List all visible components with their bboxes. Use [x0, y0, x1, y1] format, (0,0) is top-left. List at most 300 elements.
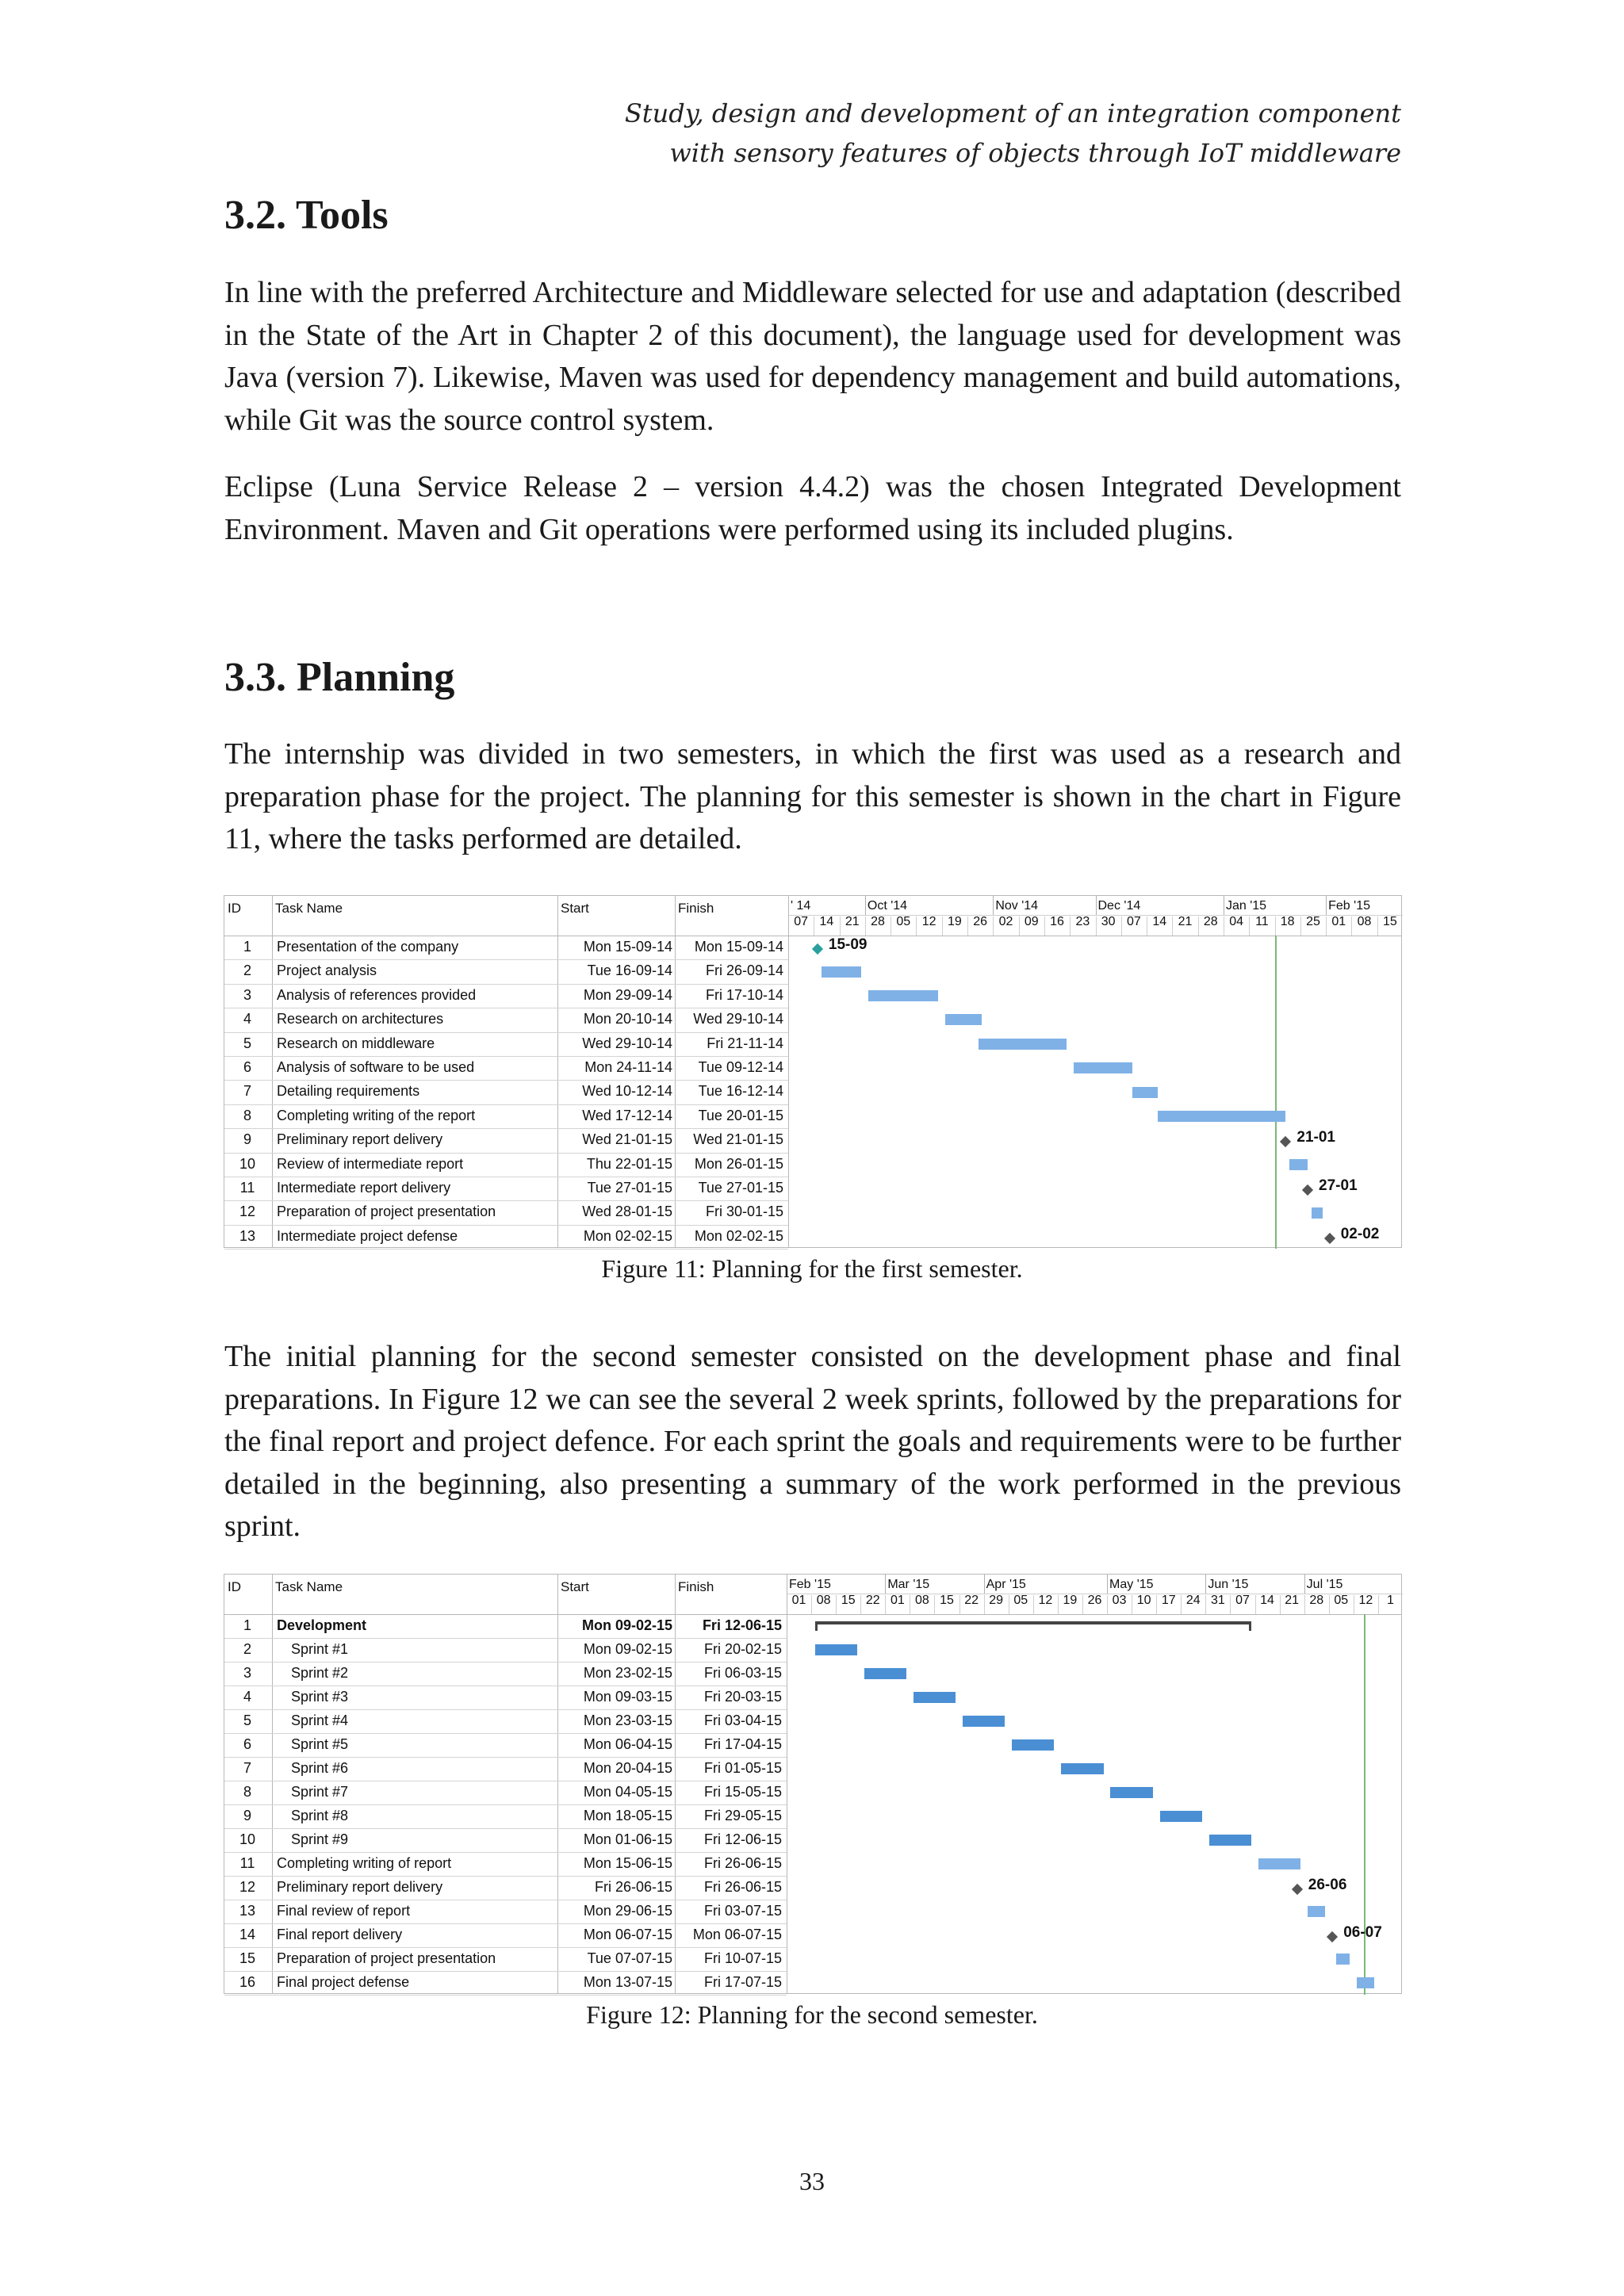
task-start: Tue 07-07-15: [587, 1950, 672, 1966]
timescale-week-divider: [1033, 1595, 1034, 1614]
timescale-month-divider: [1107, 1575, 1108, 1594]
task-finish: Tue 16-12-14: [698, 1083, 783, 1100]
table-row: [224, 1200, 788, 1225]
task-finish: Fri 17-04-15: [703, 1736, 782, 1752]
section-3-3-title: 3.3. Planning: [224, 655, 455, 700]
task-bar: [1110, 1787, 1152, 1798]
task-bar: [1357, 1977, 1374, 1988]
task-start: Tue 16-09-14: [587, 962, 672, 979]
timescale-day-label: 30: [1101, 915, 1116, 928]
task-name: Sprint #9: [291, 1831, 349, 1847]
task-start: Wed 10-12-14: [582, 1083, 672, 1100]
timescale-week-divider: [967, 916, 968, 936]
task-finish: Mon 02-02-15: [694, 1227, 783, 1244]
milestone-label: 27-01: [1319, 1177, 1358, 1195]
timescale-month-divider: [993, 896, 994, 915]
task-id: 8: [243, 1784, 251, 1800]
task-id: 1: [243, 1617, 251, 1633]
task-start: Wed 17-12-14: [582, 1107, 672, 1123]
timescale-day-label: 22: [964, 1594, 979, 1607]
task-start: Fri 26-06-15: [594, 1879, 672, 1895]
timescale-day-label: 14: [1152, 915, 1167, 928]
timescale-week-divider: [1351, 916, 1352, 936]
task-name: Research on architectures: [277, 1011, 444, 1027]
task-id: 5: [243, 1712, 251, 1728]
timescale-week-divider: [1280, 1595, 1281, 1614]
timescale-week-divider: [1019, 916, 1020, 936]
task-finish: Wed 29-10-14: [693, 1011, 783, 1027]
timescale-week-divider: [1377, 916, 1378, 936]
task-start: Mon 09-02-15: [583, 1641, 672, 1657]
task-finish: Tue 27-01-15: [698, 1180, 783, 1196]
timescale-month-label: Mar '15: [887, 1578, 930, 1591]
timescale-week-divider: [1172, 916, 1173, 936]
task-name: Completing writing of the report: [277, 1107, 476, 1123]
timescale-day-label: 04: [1229, 915, 1243, 928]
task-bar: [868, 990, 938, 1001]
timescale-week-divider: [1121, 916, 1122, 936]
timescale-day-label: 21: [845, 915, 860, 928]
table-row: [224, 1614, 787, 1639]
summary-bar: [815, 1621, 1252, 1624]
task-id: 8: [243, 1107, 251, 1123]
timescale-mid-rule: [788, 915, 1403, 916]
timescale-week-divider: [1326, 916, 1327, 936]
task-id: 6: [243, 1736, 251, 1752]
task-start: Mon 15-06-15: [583, 1855, 672, 1871]
timescale-week-divider: [1300, 916, 1301, 936]
task-bar: [963, 1716, 1005, 1727]
task-id: 15: [239, 1950, 256, 1966]
timescale-month-label: Feb '15: [1328, 899, 1370, 913]
status-date-line: [1275, 936, 1277, 1249]
task-bar: [1258, 1858, 1300, 1869]
timescale-week-divider: [1230, 1595, 1231, 1614]
task-finish: Fri 29-05-15: [703, 1808, 782, 1823]
task-start: Mon 01-06-15: [583, 1831, 672, 1847]
timescale-week-divider: [1304, 1595, 1305, 1614]
timescale-day-label: 01: [890, 1594, 905, 1607]
timescale-week-divider: [934, 1595, 935, 1614]
task-id: 4: [243, 1011, 251, 1027]
task-bar: [1158, 1111, 1285, 1122]
task-bar: [1336, 1954, 1350, 1965]
gantt-chart-second-semester: [224, 1574, 1402, 1994]
timescale-week-divider: [1096, 916, 1097, 936]
task-finish: Wed 21-01-15: [693, 1131, 783, 1148]
section-3-3-paragraph-1: The internship was divided in two semesters, in which the first was used as a research and preparation phase for the project. The planning for this semester is shown in the chart in Figure 11, where the tasks performed are detailed.: [224, 737, 1401, 855]
column-header-id-label: ID: [228, 1579, 241, 1594]
task-start: Tue 27-01-15: [587, 1180, 672, 1196]
task-name: Sprint #5: [291, 1736, 349, 1752]
timescale-day-label: 08: [816, 1594, 831, 1607]
column-header-name-label: Task Name: [275, 1579, 343, 1594]
task-start: Mon 09-03-15: [583, 1689, 672, 1705]
column-header-start: [557, 896, 676, 936]
task-name: Development: [277, 1617, 367, 1633]
column-header-finish-label: Finish: [678, 1579, 714, 1594]
timescale-week-divider: [1070, 916, 1071, 936]
column-header-name: [272, 1575, 558, 1614]
timescale-day-label: 17: [1161, 1594, 1176, 1607]
task-name: Analysis of references provided: [277, 986, 477, 1003]
task-bar: [815, 1644, 857, 1655]
timescale-day-label: 15: [1382, 915, 1397, 928]
task-start: Wed 28-01-15: [582, 1203, 672, 1220]
timescale-day-label: 1: [1386, 1594, 1394, 1607]
table-row: [224, 1828, 787, 1853]
task-start: Mon 18-05-15: [583, 1808, 672, 1823]
figure-11-caption: Figure 11: Planning for the first semester.: [601, 1254, 1023, 1283]
timescale-day-label: 07: [1127, 915, 1141, 928]
timescale-day-label: 07: [1235, 1594, 1250, 1607]
milestone-marker: [1324, 1233, 1335, 1244]
milestone-label: 21-01: [1297, 1129, 1335, 1146]
column-header-id: [224, 896, 273, 936]
task-id: 13: [239, 1903, 256, 1919]
task-start: Mon 02-02-15: [583, 1227, 672, 1244]
timescale-day-label: 18: [1280, 915, 1295, 928]
task-id: 7: [243, 1083, 251, 1100]
running-header: [625, 94, 1401, 173]
timescale-day-label: 28: [1309, 1594, 1324, 1607]
timescale-month-label: Jul '15: [1306, 1578, 1343, 1591]
timescale-week-divider: [865, 916, 866, 936]
task-bar: [914, 1692, 956, 1703]
timescale-day-label: 15: [841, 1594, 856, 1607]
task-finish: Fri 17-07-15: [703, 1974, 782, 1990]
table-row: [224, 1225, 788, 1249]
timescale-month-divider: [865, 896, 866, 915]
timescale-month-divider: [1304, 1575, 1305, 1594]
task-start: Mon 06-07-15: [583, 1927, 672, 1942]
timescale-day-label: 28: [1203, 915, 1218, 928]
task-start: Mon 15-09-14: [583, 939, 672, 955]
milestone-marker: [1292, 1884, 1303, 1895]
timescale-week-divider: [836, 1595, 837, 1614]
task-finish: Fri 26-09-14: [705, 962, 783, 979]
table-row: [224, 1662, 787, 1686]
task-finish: Fri 20-02-15: [703, 1641, 782, 1657]
task-name: Presentation of the company: [277, 939, 459, 955]
task-bar: [864, 1668, 906, 1679]
timescale-day-label: 24: [1185, 1594, 1201, 1607]
timescale-day-label: 26: [1087, 1594, 1102, 1607]
timescale-day-label: 22: [865, 1594, 880, 1607]
timescale-month-label: ' 14: [791, 899, 811, 913]
table-row: [224, 1056, 788, 1081]
timescale-day-label: 12: [1358, 1594, 1373, 1607]
timescale-day-label: 10: [1136, 1594, 1151, 1607]
column-header-start: [557, 1575, 676, 1614]
gantt-header: [224, 1575, 1401, 1615]
task-id: 4: [243, 1689, 251, 1705]
table-row: [224, 1177, 788, 1201]
gantt-header: [224, 896, 1401, 936]
timescale-week-divider: [1058, 1595, 1059, 1614]
table-row: [224, 1709, 787, 1734]
milestone-marker: [1327, 1931, 1338, 1942]
task-start: Wed 29-10-14: [582, 1035, 672, 1051]
task-start: Thu 22-01-15: [586, 1155, 672, 1172]
timescale-week-divider: [1329, 1595, 1330, 1614]
table-row: [224, 1153, 788, 1177]
task-start: Mon 20-10-14: [583, 1011, 672, 1027]
task-start: Mon 09-02-15: [581, 1617, 672, 1633]
column-header-id-label: ID: [228, 901, 241, 916]
milestone-marker: [1302, 1184, 1313, 1196]
timescale-day-label: 15: [940, 1594, 954, 1607]
task-id: 5: [243, 1035, 251, 1051]
task-name: Sprint #1: [291, 1641, 349, 1657]
task-bar: [979, 1039, 1067, 1050]
timescale-day-label: 05: [1013, 1594, 1028, 1607]
timescale-day-label: 12: [1038, 1594, 1053, 1607]
task-id: 12: [239, 1203, 256, 1220]
timescale-week-divider: [885, 1595, 886, 1614]
table-row: [224, 1757, 787, 1781]
timescale-day-label: 21: [1178, 915, 1193, 928]
task-name: Sprint #8: [291, 1808, 349, 1823]
timescale-day-label: 12: [921, 915, 936, 928]
column-header-finish-label: Finish: [678, 901, 714, 916]
timescale-day-label: 14: [1260, 1594, 1274, 1607]
task-name: Preliminary report delivery: [277, 1131, 443, 1148]
timescale-day-label: 19: [947, 915, 962, 928]
timescale-day-label: 08: [915, 1594, 929, 1607]
timescale-month-label: Jun '15: [1208, 1578, 1249, 1591]
task-name: Sprint #3: [291, 1689, 349, 1705]
milestone-marker: [1280, 1136, 1291, 1147]
task-id: 12: [239, 1879, 256, 1895]
task-start: Wed 21-01-15: [582, 1131, 672, 1148]
milestone-label: 15-09: [828, 936, 868, 954]
task-name: Review of intermediate report: [277, 1155, 464, 1172]
timescale-day-label: 19: [1063, 1594, 1078, 1607]
task-name: Analysis of software to be used: [277, 1059, 475, 1075]
task-name: Preparation of project presentation: [277, 1203, 496, 1220]
table-row: [224, 1900, 787, 1924]
task-start: Mon 06-04-15: [583, 1736, 672, 1752]
timescale-week-divider: [984, 1595, 985, 1614]
column-header-name-label: Task Name: [275, 901, 343, 916]
header-line-2: with sensory features of objects through IoT middleware: [669, 138, 1401, 168]
table-row: [224, 1852, 787, 1877]
task-bar: [1132, 1087, 1158, 1098]
table-row: [224, 1923, 787, 1948]
timescale-month-label: May '15: [1109, 1578, 1154, 1591]
task-finish: Fri 20-03-15: [703, 1689, 782, 1705]
timescale-week-divider: [1249, 916, 1250, 936]
table-row: [224, 1804, 787, 1829]
task-id: 14: [239, 1927, 256, 1942]
task-name: Final project defense: [277, 1974, 410, 1990]
header-line-1: Study, design and development of an integration component: [624, 98, 1401, 128]
task-name: Project analysis: [277, 962, 377, 979]
timescale-week-divider: [1205, 1595, 1206, 1614]
task-start: Mon 29-09-14: [583, 986, 672, 1003]
timescale-day-label: 14: [819, 915, 834, 928]
timescale-week-divider: [1044, 916, 1045, 936]
column-header-start-label: Start: [561, 1579, 589, 1594]
table-row: [224, 959, 788, 984]
task-finish: Fri 10-07-15: [703, 1950, 782, 1966]
timescale-week-divider: [1156, 1595, 1157, 1614]
timescale-day-label: 23: [1075, 915, 1090, 928]
timescale-month-divider: [1326, 896, 1327, 915]
milestone-label: 06-07: [1343, 1924, 1382, 1941]
task-name: Final report delivery: [277, 1927, 403, 1942]
task-finish: Fri 03-07-15: [703, 1903, 782, 1919]
task-bar: [1289, 1159, 1308, 1170]
timescale-week-divider: [1181, 1595, 1182, 1614]
timescale-week-divider: [942, 916, 943, 936]
timescale-day-label: 26: [973, 915, 988, 928]
column-header-id: [224, 1575, 273, 1614]
timescale-month-label: Feb '15: [789, 1578, 831, 1591]
timescale-week-divider: [811, 1595, 812, 1614]
task-finish: Fri 12-06-15: [702, 1617, 782, 1633]
timescale-week-divider: [916, 916, 917, 936]
timescale-day-label: 03: [1112, 1594, 1127, 1607]
timescale-week-divider: [840, 916, 841, 936]
task-id: 1: [243, 939, 251, 955]
section-3-2-paragraph-1: In line with the preferred Architecture and Middleware selected for use and adaptation (described in the State of the Art in Chapter 2 of this document), the language used for development was Java (version 7). Likewise, Maven was used for dependency management and build automations, while Git was the source control system.: [224, 276, 1401, 437]
task-finish: Mon 26-01-15: [694, 1155, 783, 1172]
gantt-chart-first-semester: [224, 895, 1402, 1248]
timescale-day-label: 01: [791, 1594, 806, 1607]
task-name: Research on middleware: [277, 1035, 435, 1051]
task-finish: Fri 21-11-14: [707, 1035, 783, 1051]
timescale-month-label: Jan '15: [1225, 899, 1267, 913]
timescale-month-label: Apr '15: [986, 1578, 1026, 1591]
timescale-week-divider: [959, 1595, 960, 1614]
task-finish: Tue 09-12-14: [698, 1059, 783, 1075]
timescale-day-label: 11: [1255, 915, 1269, 928]
timescale-month-divider: [984, 1575, 985, 1594]
timescale-day-label: 16: [1050, 915, 1064, 928]
timescale-day-label: 09: [1024, 915, 1039, 928]
task-start: Mon 04-05-15: [583, 1784, 672, 1800]
timescale-day-label: 29: [989, 1594, 1004, 1607]
task-bar: [822, 966, 862, 978]
task-finish: Fri 01-05-15: [703, 1760, 782, 1776]
milestone-marker: [812, 943, 823, 955]
table-row: [224, 1104, 788, 1129]
timescale-day-label: 28: [871, 915, 885, 928]
timescale-month-divider: [1096, 896, 1097, 915]
timescale-week-divider: [1082, 1595, 1083, 1614]
task-finish: Fri 12-06-15: [703, 1831, 782, 1847]
table-row: [224, 1080, 788, 1104]
timescale-day-label: 08: [1357, 915, 1372, 928]
task-id: 11: [239, 1855, 255, 1871]
task-id: 6: [243, 1059, 251, 1075]
column-header-finish: [675, 896, 789, 936]
table-row: [224, 984, 788, 1008]
task-bar: [1160, 1811, 1202, 1822]
task-bar: [1074, 1062, 1132, 1073]
table-row: [224, 1947, 787, 1972]
timescale-day-label: 07: [794, 915, 809, 928]
section-3-2-title: 3.2. Tools: [224, 193, 389, 238]
timescale-week-divider: [1275, 916, 1276, 936]
task-finish: Fri 26-06-15: [703, 1879, 782, 1895]
task-start: Mon 23-03-15: [583, 1712, 672, 1728]
task-name: Preparation of project presentation: [277, 1950, 496, 1966]
task-id: 2: [243, 1641, 251, 1657]
timescale-day-label: 21: [1285, 1594, 1300, 1607]
task-id: 16: [239, 1974, 256, 1990]
summary-bar-end-cap: [1249, 1621, 1251, 1631]
table-row: [224, 1686, 787, 1710]
table-row: [224, 1008, 788, 1032]
task-name: Preliminary report delivery: [277, 1879, 443, 1895]
table-row: [224, 1781, 787, 1805]
column-header-start-label: Start: [561, 901, 589, 916]
section-3-3-paragraph-2: The initial planning for the second semester consisted on the development phase and final preparations. In Figure 12 we can see the several 2 week sprints, followed by the preparations for the final report and project defence. For each sprint the goals and requirements were to be further detailed in the beginning, also presenting a summary of the work performed in the previous sprint.: [224, 1340, 1401, 1543]
task-name: Sprint #4: [291, 1712, 349, 1728]
timescale-week-divider: [1107, 1595, 1108, 1614]
table-row: [224, 1638, 787, 1663]
summary-bar-start-cap: [815, 1621, 818, 1631]
task-name: Sprint #2: [291, 1665, 349, 1681]
task-finish: Tue 20-01-15: [698, 1107, 783, 1123]
timescale-month-divider: [1205, 1575, 1206, 1594]
timescale-day-label: 01: [1331, 915, 1346, 928]
task-finish: Fri 17-10-14: [705, 986, 783, 1003]
task-id: 7: [243, 1760, 251, 1776]
timescale-week-divider: [1378, 1595, 1379, 1614]
task-name: Sprint #6: [291, 1760, 349, 1776]
task-id: 2: [243, 962, 251, 979]
task-id: 3: [243, 1665, 251, 1681]
column-header-finish: [675, 1575, 787, 1614]
table-row: [224, 1733, 787, 1758]
table-row: [224, 936, 788, 960]
task-name: Completing writing of report: [277, 1855, 452, 1871]
task-id: 10: [239, 1155, 256, 1172]
task-finish: Fri 15-05-15: [703, 1784, 782, 1800]
task-id: 11: [239, 1180, 255, 1196]
column-header-name: [272, 896, 558, 936]
timescale-day-label: 02: [998, 915, 1013, 928]
task-start: Mon 24-11-14: [584, 1059, 672, 1075]
task-start: Mon 23-02-15: [583, 1665, 672, 1681]
timescale-month-label: Nov '14: [995, 899, 1039, 913]
timescale-day-label: 25: [1306, 915, 1320, 928]
task-finish: Mon 06-07-15: [692, 1927, 782, 1942]
timescale-week-divider: [860, 1595, 861, 1614]
timescale-day-label: 05: [896, 915, 911, 928]
task-start: Mon 20-04-15: [583, 1760, 672, 1776]
milestone-label: 26-06: [1308, 1877, 1347, 1893]
task-id: 3: [243, 986, 251, 1003]
table-row: [224, 1032, 788, 1057]
timescale-day-label: 05: [1334, 1594, 1349, 1607]
task-name: Sprint #7: [291, 1784, 349, 1800]
table-row: [224, 1971, 787, 1996]
task-id: 9: [243, 1131, 251, 1148]
timescale-week-divider: [1255, 1595, 1256, 1614]
task-bar: [1312, 1207, 1323, 1219]
timescale-day-label: 31: [1211, 1594, 1225, 1607]
timescale-month-divider: [885, 1575, 886, 1594]
task-finish: Fri 26-06-15: [703, 1855, 782, 1871]
task-id: 10: [239, 1831, 256, 1847]
task-bar: [1012, 1739, 1054, 1751]
figure-12-caption: Figure 12: Planning for the second semester.: [586, 2000, 1038, 2029]
